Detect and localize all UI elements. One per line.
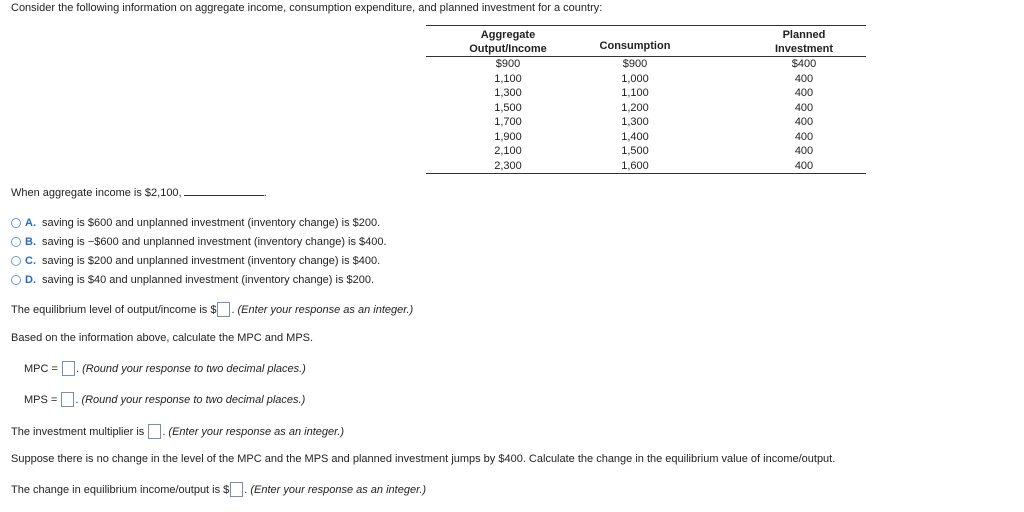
mps-row [24, 392, 305, 407]
table-cell: $400 [791, 58, 817, 70]
equilibrium-input[interactable] [217, 302, 230, 317]
intro-text: Consider the following information on aggregate income, consumption expenditure, and planned investment for a country: [11, 2, 603, 14]
table-top-rule [426, 25, 866, 26]
mps-input[interactable] [61, 392, 74, 407]
option-c[interactable] [11, 255, 380, 267]
table-cell: $900 [622, 58, 648, 70]
change-label: The change in equilibrium income/output is $ [11, 484, 230, 496]
question-stem-end: . [263, 187, 267, 199]
header-aggregate [426, 28, 590, 56]
multiplier-suffix: . [162, 426, 166, 438]
option-b-text: saving is −$600 and unplanned investment (inventory change) is $400. [42, 236, 387, 248]
table-cell: $900 [495, 58, 521, 70]
table-cell: 400 [794, 159, 814, 172]
table-cell: 1,000 [621, 72, 649, 85]
table-row [426, 144, 866, 159]
change-input[interactable] [230, 482, 243, 497]
equilibrium-hint: (Enter your response as an integer.) [237, 304, 414, 316]
multiplier-label: The investment multiplier is [11, 426, 145, 438]
mpc-hint: (Round your response to two decimal places.) [82, 363, 306, 375]
table-row [426, 130, 866, 145]
question-stem-text: When aggregate income is $2,100, [11, 187, 182, 199]
mps-suffix: . [75, 394, 79, 406]
option-c-text: saving is $200 and unplanned investment (inventory change) is $400. [42, 255, 381, 267]
multiplier-row [11, 424, 344, 439]
table-cell: 1,300 [494, 87, 522, 99]
radio-d[interactable] [11, 275, 21, 285]
option-c-letter: C. [25, 255, 36, 267]
mpc-row [24, 361, 306, 376]
multiplier-hint: (Enter your response as an integer.) [168, 426, 345, 438]
table-cell: 400 [794, 72, 814, 85]
table-row [426, 57, 866, 72]
table-row [426, 86, 866, 101]
option-a-letter: A. [25, 217, 36, 229]
mps-hint: (Round your response to two decimal places.) [81, 394, 306, 406]
table-cell: 400 [794, 145, 814, 157]
table-cell: 400 [794, 101, 814, 114]
table-cell: 1,900 [494, 130, 522, 143]
option-a-text: saving is $600 and unplanned investment (inventory change) is $200. [42, 217, 381, 229]
table-bottom-rule [426, 173, 866, 174]
radio-c[interactable] [11, 256, 21, 266]
radio-b[interactable] [11, 237, 21, 247]
suppose-text: Suppose there is no change in the level of the MPC and the MPS and planned investment jumps by $400. Calculate the change in the equilibrium value of income/output. [11, 453, 836, 465]
option-d[interactable] [11, 274, 374, 286]
table-cell: 1,100 [621, 87, 649, 99]
table-cell: 1,500 [494, 101, 522, 114]
table-cell: 1,600 [621, 159, 649, 172]
mps-label: MPS = [24, 394, 58, 406]
option-b-letter: B. [25, 236, 36, 248]
table-row [426, 159, 866, 174]
table-cell: 400 [794, 87, 814, 99]
table-row [426, 115, 866, 130]
table-cell: 1,300 [621, 116, 649, 128]
based-on-text: Based on the information above, calculate the MPC and MPS. [11, 332, 314, 344]
table-cell: 400 [794, 130, 814, 143]
table-cell: 2,300 [494, 159, 522, 172]
table-row [426, 72, 866, 87]
header-planned-investment [742, 28, 866, 56]
option-b[interactable] [11, 236, 387, 248]
option-d-letter: D. [25, 274, 36, 286]
multiplier-input[interactable] [148, 424, 161, 439]
option-d-text: saving is $40 and unplanned investment (inventory change) is $200. [42, 274, 375, 286]
radio-a[interactable] [11, 218, 21, 228]
equilibrium-suffix: . [231, 304, 235, 316]
table-cell: 1,400 [621, 130, 649, 143]
change-row [11, 482, 426, 497]
option-a[interactable] [11, 217, 380, 229]
table-cell: 400 [794, 116, 814, 128]
mpc-label: MPC = [24, 363, 58, 375]
header-aggregate-line2: Output/Income [469, 43, 547, 55]
mpc-input[interactable] [62, 361, 75, 376]
table-cell: 1,700 [494, 116, 522, 128]
table-row [426, 101, 866, 116]
question-stem [11, 186, 267, 199]
change-suffix: . [244, 484, 248, 496]
header-aggregate-line1: Aggregate [480, 29, 536, 41]
table-body [426, 57, 866, 173]
mpc-suffix: . [76, 363, 80, 375]
table-cell: 1,200 [621, 101, 649, 114]
equilibrium-row [11, 302, 413, 317]
equilibrium-label: The equilibrium level of output/income is $ [11, 304, 217, 316]
table-cell: 2,100 [494, 145, 522, 157]
answer-blank [184, 186, 264, 196]
header-planned-line1: Planned [782, 29, 826, 41]
table-cell: 1,500 [621, 145, 649, 157]
table-cell: 1,100 [494, 72, 522, 85]
header-consumption: Consumption [599, 40, 671, 52]
change-hint: (Enter your response as an integer.) [250, 484, 427, 496]
header-planned-line2: Investment [774, 43, 834, 55]
